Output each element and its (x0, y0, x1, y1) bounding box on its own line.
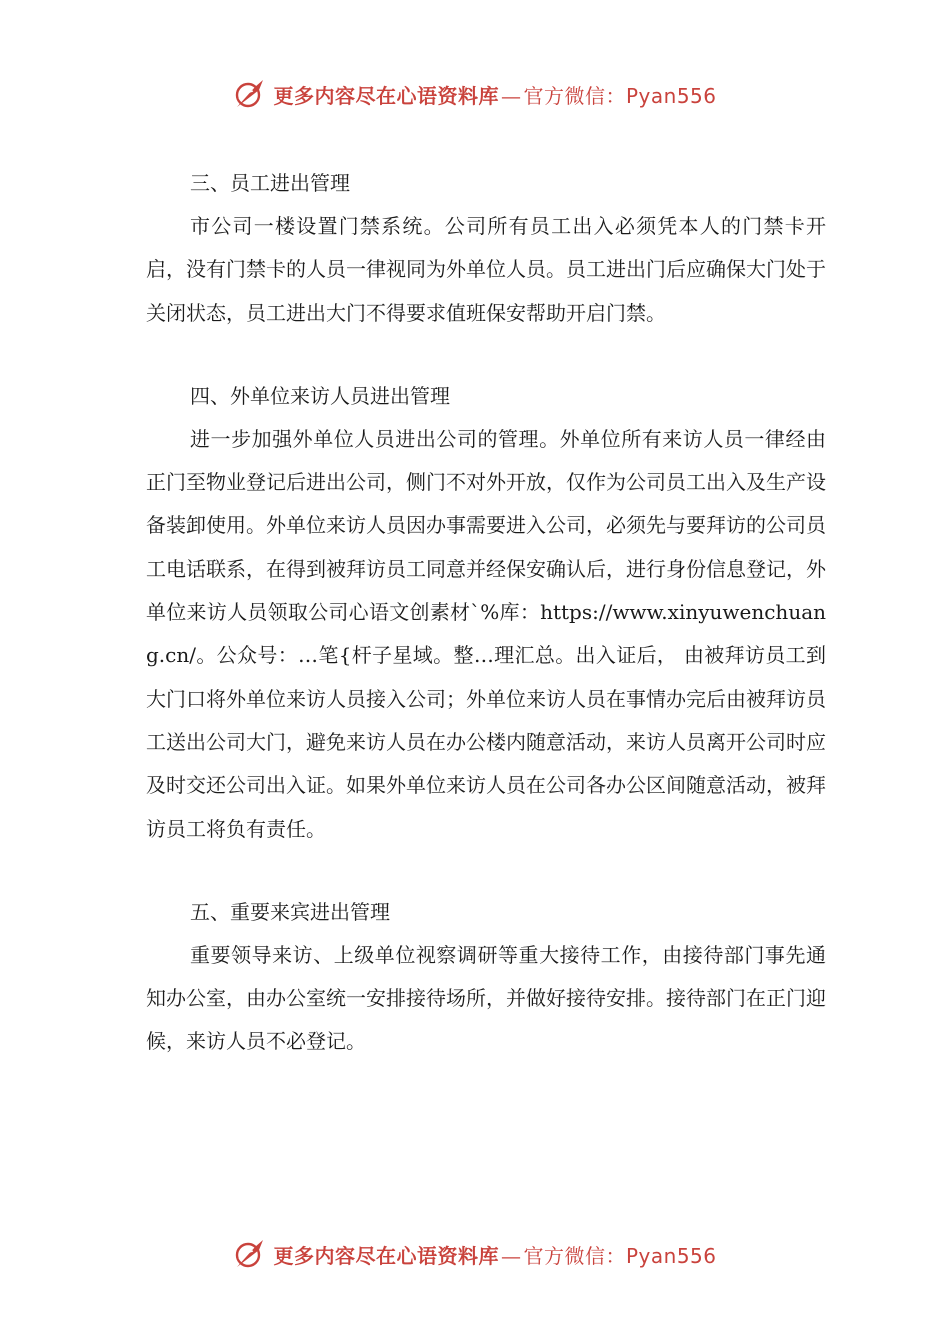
watermark-wechat-label: 官方微信： (523, 83, 626, 108)
quill-logo-icon (233, 1237, 267, 1271)
watermark-separator: — (500, 83, 522, 108)
document-body (146, 162, 826, 1064)
watermark-brand: 更多内容尽在心语资料库 (273, 1243, 499, 1268)
watermark-separator: — (500, 1243, 522, 1268)
section-paragraph: 市公司一楼设置门禁系统。公司所有员工出入必须凭本人的门禁卡开启，没有门禁卡的人员一律视同为外单位人员。员工进出门后应确保大门处于关闭状态，员工进出大门不得要求值班保安帮助开启门禁。 (146, 214, 826, 325)
watermark-wechat-id: Pyan556 (625, 1243, 717, 1268)
section-employee-access (146, 162, 826, 335)
quill-logo-icon (233, 77, 267, 111)
watermark-wechat-id: Pyan556 (625, 83, 717, 108)
section-heading: 五、重要来宾进出管理 (190, 899, 390, 924)
section-visitor-access (146, 375, 826, 851)
section-paragraph: 重要领导来访、上级单位视察调研等重大接待工作，由接待部门事先通知办公室，由办公室统一安排接待场所，并做好接待安排。接待部门在正门迎候，来访人员不必登记。 (146, 942, 826, 1054)
section-paragraph: 进一步加强外单位人员进出公司的管理。外单位所有来访人员一律经由正门至物业登记后进出公司，侧门不对外开放，仅作为公司员工出入及生产设备装卸使用。外单位来访人员因办事需要进入公司，必须先与要拜访的公司员工电话联系，在得到被拜访员工同意并经保安确认后，进行身份信息登记，外单位来访人员领取公司心语文创素材`%库：https://www.xinyuwenchuang.cn/。公众号：…笔{杆子星域。整…理汇总。出入证后， 由被拜访员工到大门口将外单位来访人员接入公司；外单位来访人员在事情办完后由被拜访员工送出公司大门，避免来访人员在办公楼内随意活动，来访人员离开公司时应及时交还公司出入证。如果外单位来访人员在公司各办公区间随意活动，被拜访员工将负有责任。 (146, 426, 826, 841)
section-heading: 四、外单位来访人员进出管理 (190, 383, 450, 408)
watermark-text (273, 80, 716, 109)
watermark-brand: 更多内容尽在心语资料库 (273, 83, 499, 108)
section-vip-access (146, 891, 826, 1064)
footer-watermark (0, 1232, 950, 1276)
watermark-text (273, 1240, 716, 1269)
header-watermark (0, 72, 950, 116)
watermark-wechat-label: 官方微信： (523, 1243, 626, 1268)
section-heading: 三、员工进出管理 (190, 171, 350, 195)
